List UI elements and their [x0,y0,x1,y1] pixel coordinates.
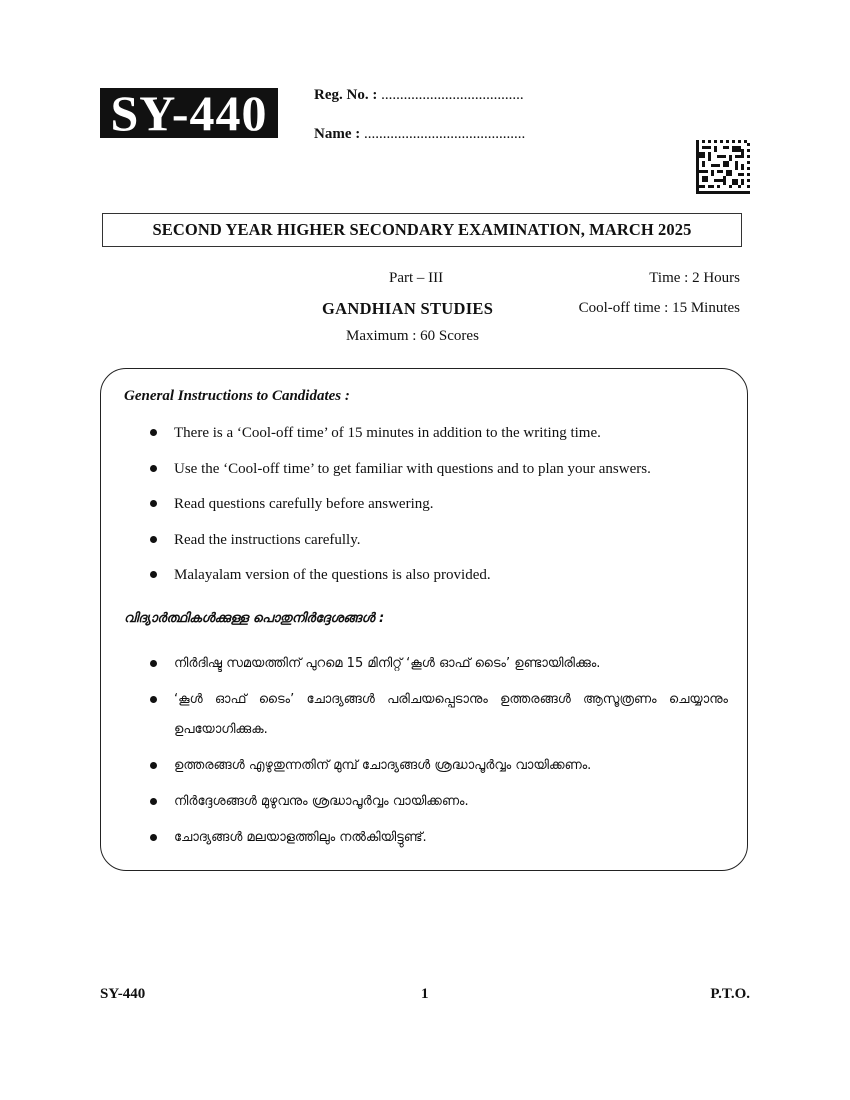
name-blank: ........................................... [360,126,526,142]
bullet-icon [150,465,157,472]
exam-title: SECOND YEAR HIGHER SECONDARY EXAMINATION, MARCH 2025 [102,213,742,247]
list-item [148,751,728,781]
name-line [314,126,525,143]
instruction-text: Use the ‘Cool-off time’ to get familiar with questions and to plan your answers. [174,460,651,477]
list-item [148,787,728,817]
reg-no-line [314,87,524,104]
bullet-icon [150,660,157,667]
bullet-icon [150,834,157,841]
paper-code-badge: SY-440 [100,88,278,138]
list-item [148,494,728,514]
instructions-heading: General Instructions to Candidates : [124,388,350,404]
footer-page-number: 1 [421,986,429,1002]
exam-cooloff: Cool-off time : 15 Minutes [578,300,740,316]
list-item [148,423,728,443]
malayalam-instructions-list [148,649,728,859]
malayalam-instructions-heading: വിദ്യാർത്ഥികൾക്കുള്ള പൊതുനിർദ്ദേശങ്ങൾ : [124,611,385,626]
list-item [148,459,728,479]
instruction-text: Malayalam version of the questions is also provided. [174,567,491,583]
list-item [148,685,728,745]
exam-subject: GANDHIAN STUDIES [322,299,494,318]
malayalam-instruction-text: ‘കൂൾ ഓഫ് ടൈം’ ചോദ്യങ്ങൾ പരിചയപ്പെടാനും ഉത്തരങ്ങൾ ആസൂത്രണം ചെയ്യാനും ഉപയോഗിക്കുക. [174,692,728,737]
exam-time: Time : 2 Hours [649,270,740,286]
exam-part: Part – III [389,270,444,286]
instruction-text: Read the instructions carefully. [174,531,361,548]
bullet-icon [150,536,157,543]
bullet-icon [150,429,157,436]
list-item [148,530,728,550]
list-item [148,649,728,679]
reg-no-blank: ...................................... [377,87,524,103]
bullet-icon [150,571,157,578]
bullet-icon [150,696,157,703]
exam-max-score: Maximum : 60 Scores [346,328,479,344]
malayalam-instruction-text: നിർദ്ദേശങ്ങൾ മുഴുവനും ശ്രദ്ധാപൂർവ്വം വായിക്കണം. [174,794,469,809]
malayalam-instruction-text: നിർദിഷ്ട സമയത്തിന് പുറമെ 15 മിനിറ്റ് ‘കൂൾ ഓഫ് ടൈം’ ഉണ്ടായിരിക്കും. [174,656,601,671]
malayalam-instruction-text: ഉത്തരങ്ങൾ എഴുതുന്നതിന് മുമ്പ് ചോദ്യങ്ങൾ ശ്രദ്ധാപൂർവ്വം വായിക്കണം. [174,758,592,773]
malayalam-instruction-text: ചോദ്യങ്ങൾ മലയാളത്തിലും നൽകിയിട്ടുണ്ട്. [174,830,427,845]
name-label: Name : [314,126,361,142]
list-item [148,565,728,585]
footer-paper-code: SY-440 [100,986,146,1002]
datamatrix-code-icon [696,140,750,194]
instruction-text: There is a ‘Cool-off time’ of 15 minutes in addition to the writing time. [174,425,601,441]
reg-no-label: Reg. No. : [314,87,378,103]
instructions-list [148,423,728,601]
bullet-icon [150,500,157,507]
footer-pto: P.T.O. [710,986,750,1002]
list-item [148,823,728,853]
bullet-icon [150,798,157,805]
bullet-icon [150,762,157,769]
instruction-text: Read questions carefully before answering. [174,496,434,512]
